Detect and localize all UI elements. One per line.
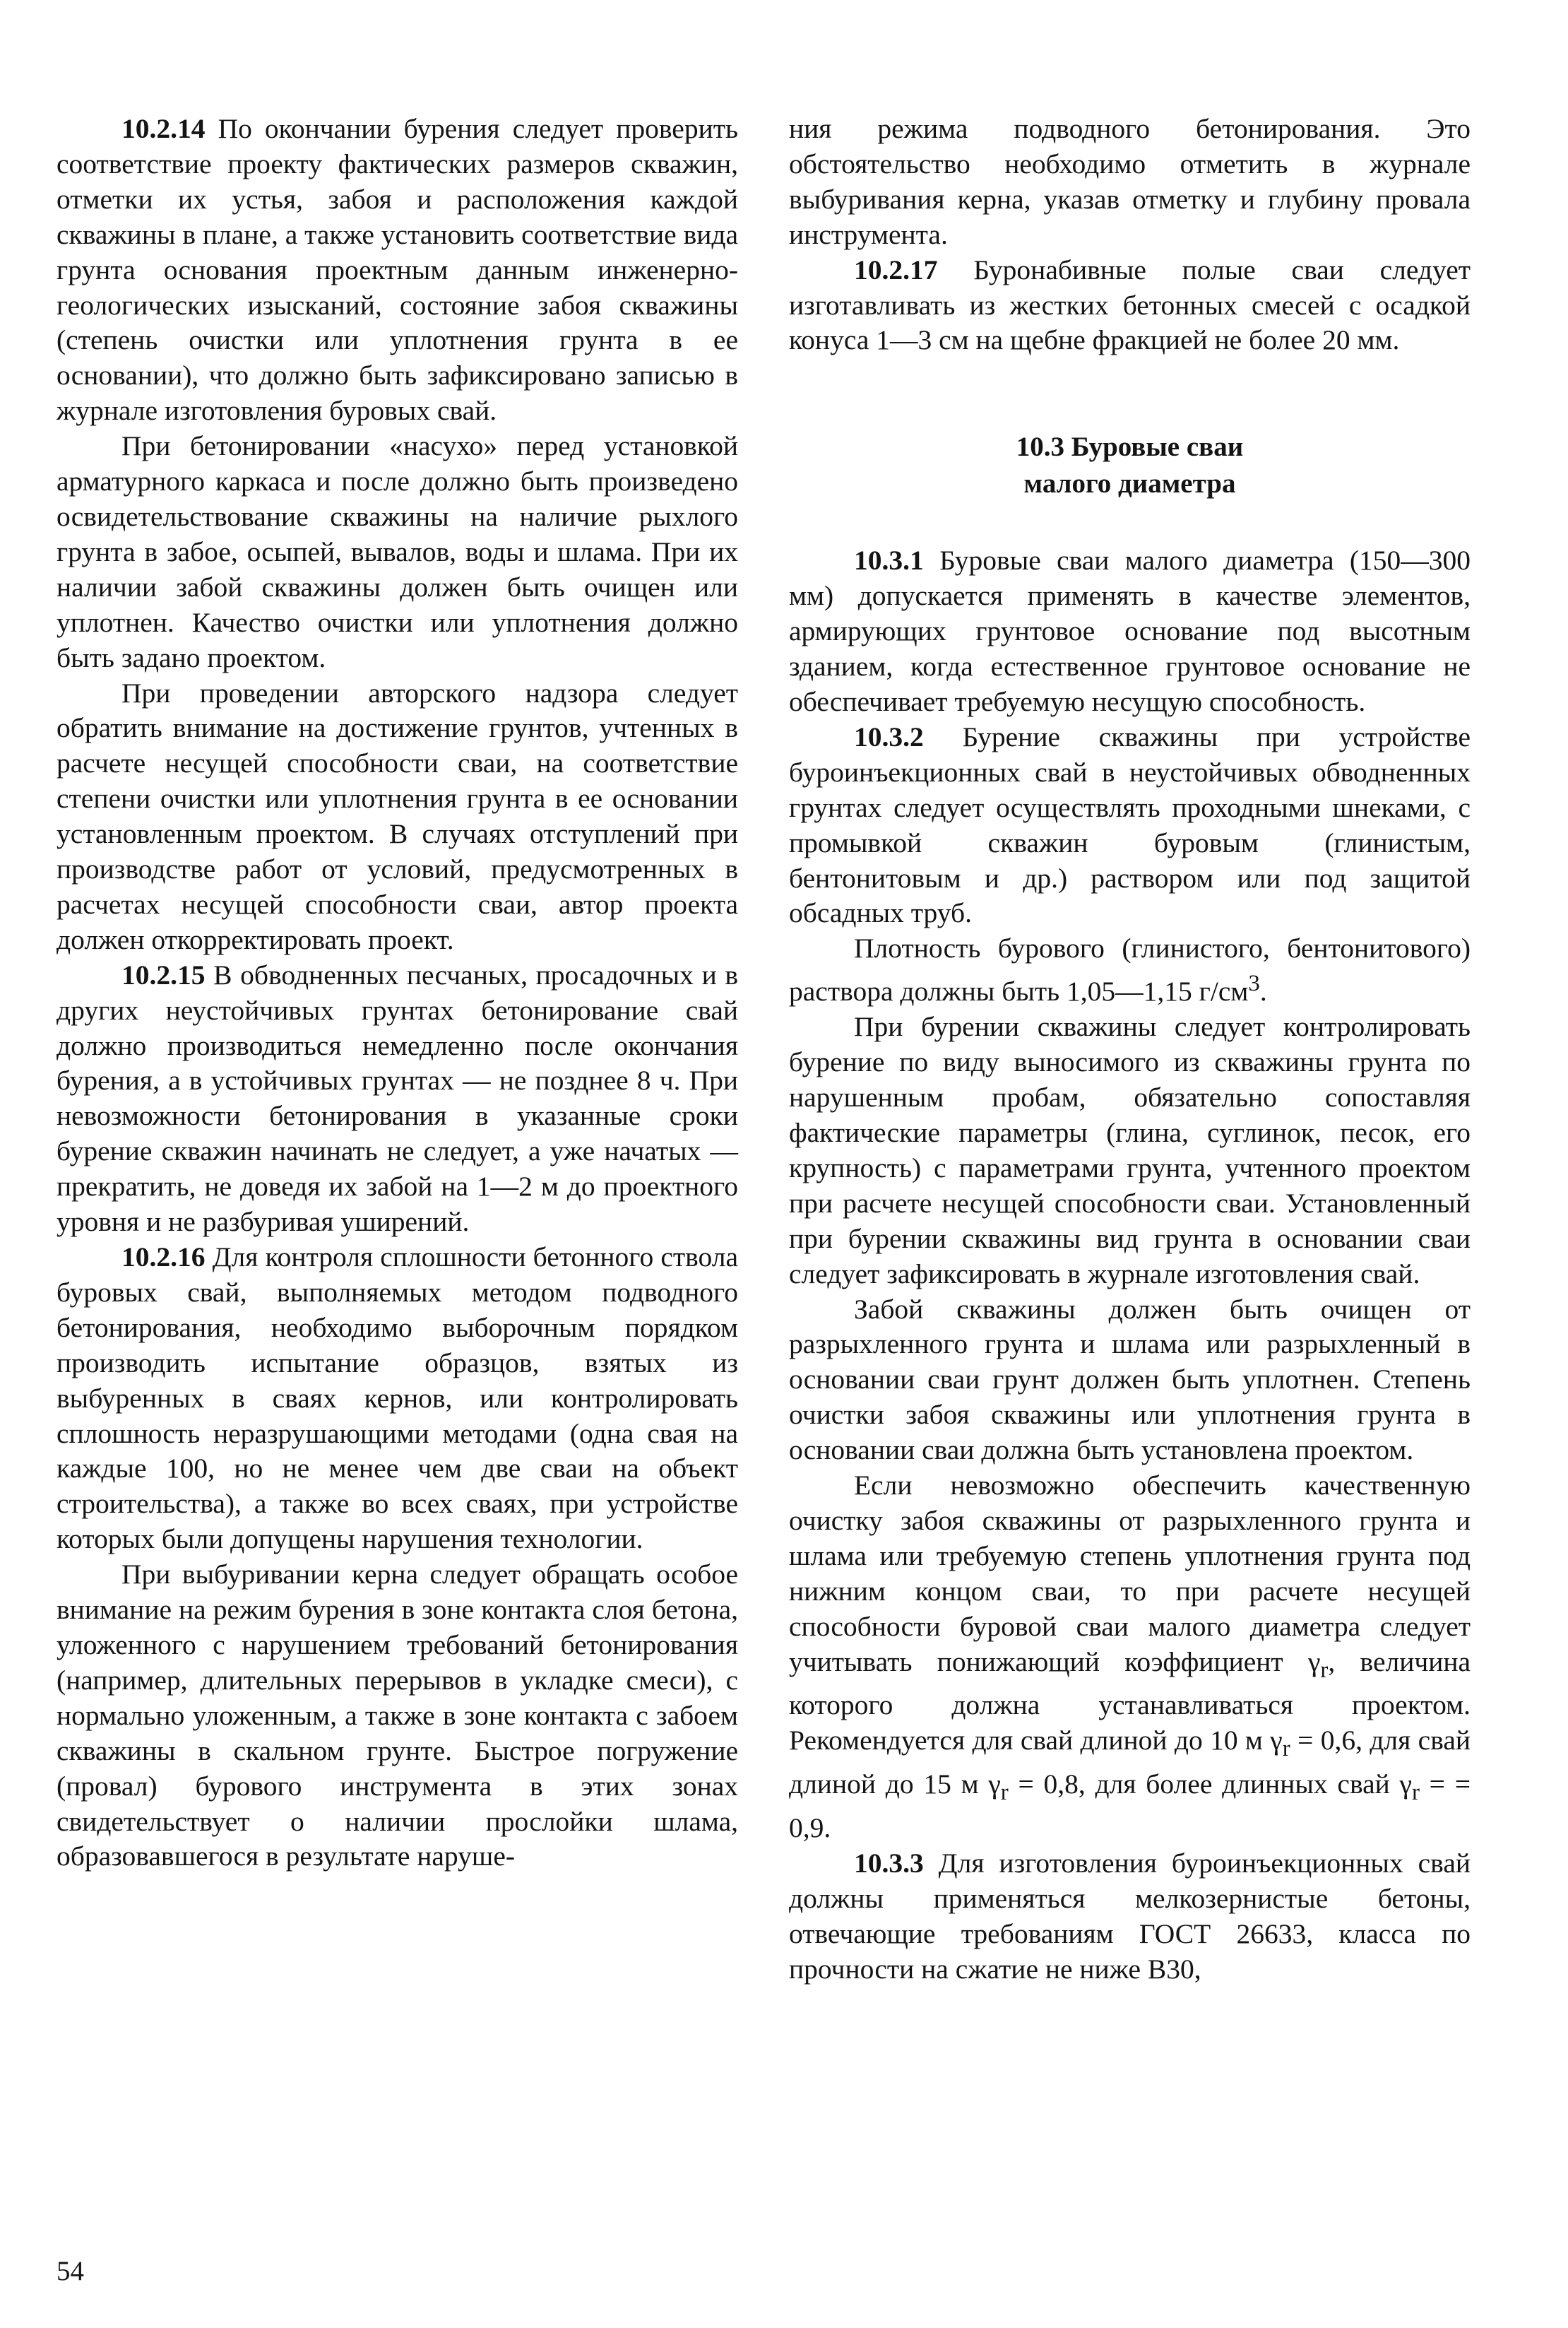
left-column: [57, 112, 738, 1874]
paragraph-text: Для контроля сплошности бетонного ствола буровых свай, выполняемых методом подводного бетонирования, необходимо выборочным порядком производить испытание образцов, взятых из выбуренных в сваях кернов, или контролировать сплошность неразрушающими методами (одна свая на каждые 100, но не менее чем две сваи на объект строительства), а также во всех сваях, при устройстве которых были допущены нарушения технологии.: [57, 1241, 738, 1555]
paragraph-dry-concreting: При бетонировании «насухо» перед установкой арматурного каркаса и после должно быть произведено освидетельствование скважины на наличие рыхлого грунта в забое, осыпей, вывалов, воды и шлама. При их наличии забой скважины должен быть очищен или уплотнен. Качество очистки или уплотнения должно быть задано проектом.: [57, 430, 738, 673]
paragraph-text: = = 0,9.: [789, 1768, 1471, 1843]
subscript: r: [1000, 1779, 1009, 1805]
section-heading-line-2: малого диаметра: [1023, 468, 1236, 500]
paragraph-text: Для изготовления буроинъекционных свай должны применяться мелкозернистые бетоны, отвечающие требованиям ГОСТ 26633, класса по прочности на сжатие не ниже В30,: [789, 1847, 1471, 1985]
paragraph-text: .: [1259, 976, 1267, 1008]
paragraph-10-3-3: [789, 1846, 1471, 1987]
section-heading-line-1: 10.3 Буровые сваи: [1016, 432, 1244, 463]
clause-number: 10.3.3: [854, 1847, 924, 1879]
clause-number: 10.2.14: [121, 113, 206, 144]
paragraph-bottom-cleaning: Забой скважины должен быть очищен от разрыхленного грунта и шлама или разрыхленный в основании сваи грунт должен быть уплотнен. Степень очистки забоя скважины или уплотнения грунта в основании сваи должна быть установлена проектом.: [789, 1293, 1471, 1466]
clause-number: 10.2.16: [121, 1241, 206, 1272]
paragraph-text: Плотность бурового (глинистого, бентонитового) раствора должны быть 1,05—1,15 г/см: [789, 933, 1471, 1008]
paragraph-10-2-16: [57, 1240, 738, 1557]
section-spacer: [789, 502, 1471, 543]
section-spacer: [789, 358, 1471, 429]
paragraph-drilling-control: При бурении скважины следует контролировать бурение по виду выносимого из скважины грунта по нарушенным пробам, обязательно сопоставляя фактические параметры (глина, суглинок, песок, его крупность) с параметрами грунта, учтенного проектом при расчете несущей способности сваи. Установленный при бурении скважины вид грунта в основании сваи следует зафиксировать в журнале изготовления свай.: [789, 1011, 1471, 1289]
subscript: r: [1320, 1657, 1329, 1683]
paragraph-mud-density: [789, 931, 1471, 1010]
subscript: r: [1282, 1736, 1290, 1762]
clause-number: 10.3.2: [854, 721, 924, 752]
paragraph-text: В обводненных песчаных, просадочных и в других неустойчивых грунтах бетонирование свай должно производиться немедленно после окончания бурения, а в устойчивых грунтах — не позднее 8 ч. При невозможности бетонирования в указанные сроки бурение скважин начинать не следует, а уже начатых — прекратить, не доведя их забой на 1—2 м до проектного уровня и не разбуривая уширений.: [57, 959, 738, 1238]
clause-number: 10.2.15: [121, 959, 206, 991]
paragraph-10-2-17: [789, 253, 1471, 359]
paragraph-10-2-15: [57, 958, 738, 1240]
subscript: r: [1411, 1779, 1420, 1805]
paragraph-text: Бурение скважины при устройстве буроинъекционных свай в неустойчивых обводненных грунтах следует осуществлять проходными шнеками, с промывкой скважин буровым (глинистым, бентонитовым и др.) раствором или под защитой обсадных труб.: [789, 721, 1471, 929]
paragraph-reduction-coefficient: [789, 1468, 1471, 1846]
page-number: 54: [57, 2256, 84, 2286]
paragraph-text: Буровые сваи малого диаметра (150—300 мм) допускается применять в качестве элементов, армирующих грунтовое основание под высотным зданием, когда естественное грунтовое основание не обеспечивает требуемую несущую способность.: [789, 545, 1471, 717]
paragraph-text: = 0,8, для более длинных свай γ: [1008, 1768, 1412, 1800]
paragraph-core-drilling: При выбуривании керна следует обращать особое внимание на режим бурения в зоне контакта слоя бетона, уложенного с нарушением требований бетонирования (например, длительных перерывов в укладке смеси), с нормально уложенным, а также в зоне контакта с забоем скважины в скальном грунте. Быстрое погружение (провал) бурового инструмента в этих зонах свидетельствует о наличии прослойки шлама, образовавшегося в результате наруше-: [57, 1559, 738, 1872]
paragraph-continuation: ния режима подводного бетонирования. Это обстоятельство необходимо отметить в журнале выбуривания керна, указав отметку и глубину провала инструмента.: [789, 113, 1471, 250]
paragraph-text: = 0,6, для свай длиной до 15 м γ: [789, 1725, 1471, 1800]
paragraph-text: Если невозможно обеспечить качественную очистку забоя скважины от разрыхленного грунта и шлама или требуемую степень уплотнения грунта под нижним концом сваи, то при расчете несущей способности буровой сваи малого диаметра следует учитывать понижающий коэффициент γ: [789, 1470, 1471, 1677]
right-column: [789, 112, 1471, 1987]
paragraph-text: , величина которого должна устанавливаться проектом. Рекомендуется для свай длиной до 10 м γ: [789, 1645, 1471, 1756]
paragraph-text: Буронабивные полые сваи следует изготавливать из жестких бетонных смесей с осадкой конуса 1—3 см на щебне фракцией не более 20 мм.: [789, 254, 1471, 356]
paragraph-10-3-1: [789, 543, 1471, 720]
clause-number: 10.3.1: [854, 545, 924, 577]
paragraph-10-2-14: [57, 112, 738, 429]
superscript: 3: [1248, 971, 1260, 997]
clause-number: 10.2.17: [854, 254, 938, 285]
paragraph-text: По окончании бурения следует проверить соответствие проекту фактических размеров скважин, отметки их устья, забоя и расположения каждой скважины в плане, а также установить соответствие вида грунта основания проектным данным инженерно-геологических изысканий, состояние забоя скважины (степень очистки или уплотнения грунта в ее основании), что должно быть зафиксировано записью в журнале изготовления буровых свай.: [57, 113, 739, 427]
paragraph-author-supervision: При проведении авторского надзора следует обратить внимание на достижение грунтов, учтенных в расчете несущей способности сваи, на соответствие степени очистки или уплотнения грунта в ее основании установленным проектом. В случаях отступлений при производстве работ от условий, предусмотренных в расчетах несущей способности сваи, автор проекта должен откорректировать проект.: [57, 677, 738, 955]
paragraph-10-3-2: [789, 720, 1471, 931]
